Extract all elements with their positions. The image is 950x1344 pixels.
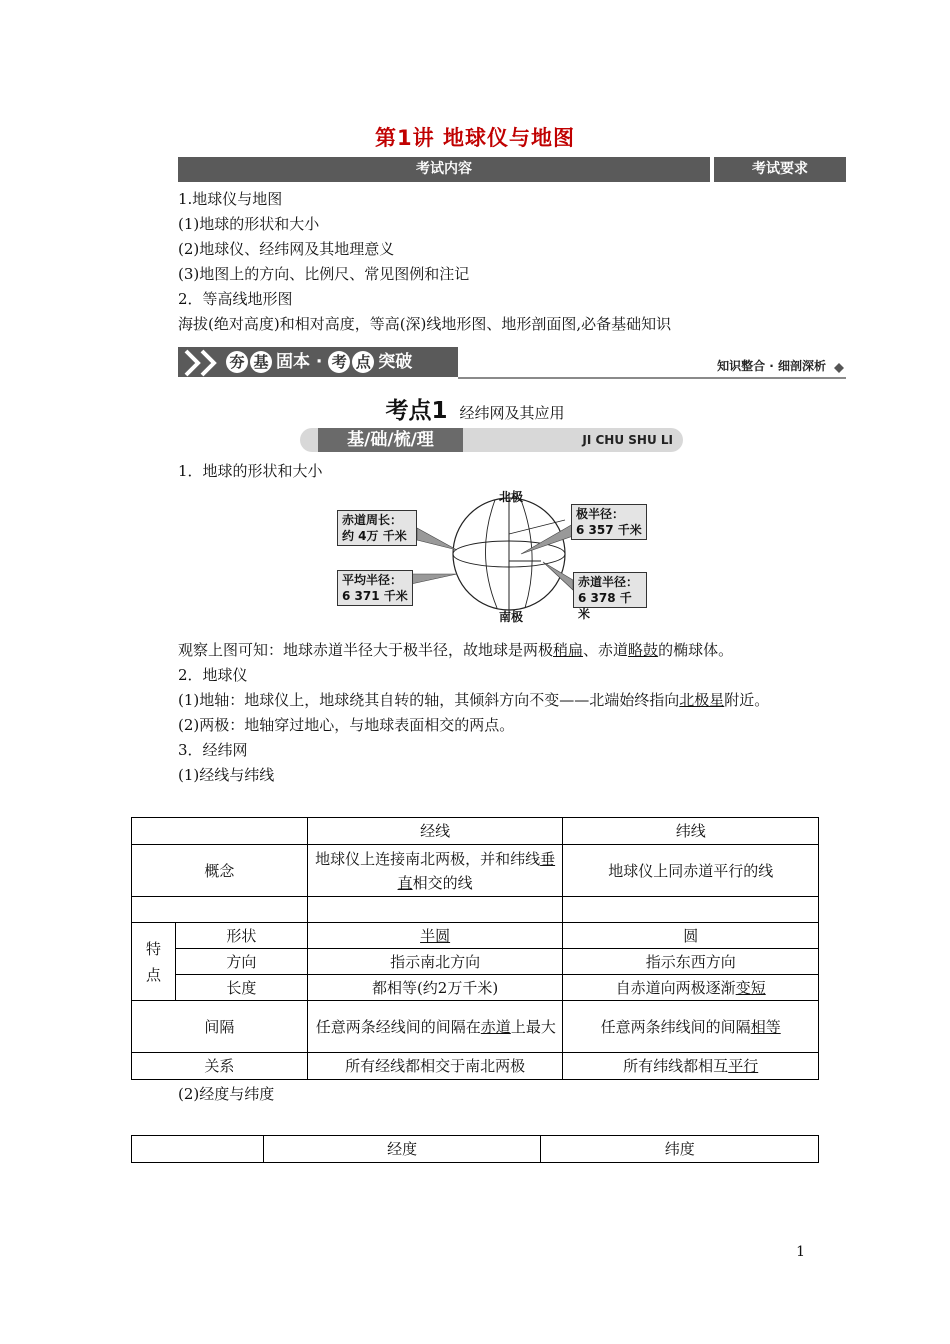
table-cell: 关系 bbox=[132, 1053, 308, 1080]
label-line: 6 378 千米 bbox=[578, 591, 632, 621]
underlined-answer: 半圆 bbox=[420, 926, 451, 945]
label-line: 6 357 千米 bbox=[576, 523, 642, 537]
sub-banner-title: 基/础/梳/理 bbox=[318, 428, 463, 452]
content-line: 2．等高线地形图 bbox=[178, 290, 293, 308]
banner-circle-char: 基 bbox=[250, 351, 272, 373]
equator-circumference-box bbox=[337, 510, 417, 546]
table-cell: 都相等(约2万千米) bbox=[307, 975, 563, 1001]
table-row bbox=[132, 897, 819, 923]
table-cell bbox=[563, 975, 819, 1001]
banner-title bbox=[226, 347, 412, 377]
text-span: 的椭球体。 bbox=[658, 641, 734, 659]
text-span: 、赤道 bbox=[583, 641, 629, 659]
sub-banner-pinyin: JI CHU SHU LI bbox=[582, 433, 673, 447]
text-span: (1)地轴：地球仪上，地球绕其自转的轴，其倾斜方向不变——北端始终指向 bbox=[178, 691, 680, 709]
table-row bbox=[132, 845, 819, 897]
table-row bbox=[132, 923, 819, 949]
table-cell: 特点 bbox=[132, 923, 176, 1001]
underlined-answer: 北极星 bbox=[679, 691, 725, 709]
table-cell: 间隔 bbox=[132, 1001, 308, 1053]
table-cell: 指示南北方向 bbox=[307, 949, 563, 975]
section-heading: 1．地球的形状和大小 bbox=[178, 462, 323, 480]
banner-text-1: 固本 · bbox=[276, 352, 329, 372]
banner-circle-char: 夯 bbox=[226, 351, 248, 373]
text-span: 地球仪上连接南北两极，并和纬线 bbox=[315, 849, 541, 868]
kaodian-heading bbox=[0, 392, 950, 425]
mean-radius-box bbox=[337, 570, 413, 606]
underlined-answer: 相等 bbox=[750, 1017, 781, 1036]
table-row bbox=[132, 949, 819, 975]
kaodian-number: 考点1 bbox=[385, 398, 448, 424]
text-span: 相交的线 bbox=[412, 873, 473, 892]
table-cell: 概念 bbox=[132, 845, 308, 897]
banner-circle-char: 考 bbox=[328, 351, 350, 373]
table-header-cell: 纬度 bbox=[541, 1136, 819, 1163]
label-line: 6 371 千米 bbox=[342, 589, 408, 603]
content-line: (1)地球的形状和大小 bbox=[178, 215, 320, 233]
table-cell bbox=[307, 923, 563, 949]
label-line: 赤道半径： bbox=[578, 575, 639, 589]
north-pole-label: 北极 bbox=[499, 490, 524, 504]
content-line: 1.地球仪与地图 bbox=[178, 190, 283, 208]
header-content: 考试内容 bbox=[178, 157, 710, 182]
table-cell: 长度 bbox=[175, 975, 307, 1001]
table-row bbox=[132, 1001, 819, 1053]
text-span: 任意两条纬线间的间隔 bbox=[600, 1017, 751, 1036]
text-span: 任意两条经线间的间隔在 bbox=[315, 1017, 481, 1036]
polar-radius-box bbox=[571, 504, 647, 540]
earth-diagram bbox=[335, 488, 651, 624]
underlined-answer: 略鼓 bbox=[628, 641, 659, 659]
banner-circle-char: 点 bbox=[352, 351, 374, 373]
underlined-answer: 稍扁 bbox=[553, 641, 584, 659]
text-span: 所有纬线都相互 bbox=[623, 1057, 729, 1075]
table-cell bbox=[563, 1001, 819, 1053]
label-line: 平均半径： bbox=[342, 573, 403, 587]
underlined-answer: 平行 bbox=[728, 1057, 759, 1075]
banner-rule bbox=[458, 377, 846, 379]
table-header-cell: 经线 bbox=[307, 818, 563, 845]
subsection-heading: (2)经度与纬度 bbox=[178, 1085, 275, 1103]
section-banner bbox=[178, 345, 846, 381]
underlined-answer: 垂直 bbox=[397, 849, 556, 892]
table-cell bbox=[132, 1136, 264, 1163]
table-row bbox=[132, 1136, 819, 1163]
text-span: 自赤道向两极逐渐 bbox=[615, 978, 736, 997]
table-row bbox=[132, 1053, 819, 1080]
subsection-heading: (1)经线与纬线 bbox=[178, 766, 275, 784]
table-header-cell: 经度 bbox=[263, 1136, 541, 1163]
section-heading: 3．经纬网 bbox=[178, 741, 248, 759]
page-number: 1 bbox=[796, 1244, 805, 1260]
section-heading: 2．地球仪 bbox=[178, 666, 248, 684]
sub-banner bbox=[300, 428, 683, 452]
table-cell bbox=[307, 1001, 563, 1053]
diamond-icon bbox=[834, 363, 844, 373]
earth-axis-line bbox=[178, 688, 769, 713]
poles-line: (2)两极：地轴穿过地心，与地球表面相交的两点。 bbox=[178, 716, 515, 734]
table-cell bbox=[563, 1053, 819, 1080]
banner-text-2: 突破 bbox=[378, 352, 413, 372]
table-cell bbox=[307, 845, 563, 897]
table-header-cell: 纬线 bbox=[563, 818, 819, 845]
table-cell: 所有经线都相交于南北两极 bbox=[307, 1053, 563, 1080]
underlined-answer: 变短 bbox=[735, 978, 766, 997]
banner-subtitle: 知识整合 · 细剖深析 bbox=[717, 359, 826, 373]
table-cell: 地球仪上同赤道平行的线 bbox=[563, 845, 819, 897]
table-cell bbox=[563, 897, 819, 923]
table-row bbox=[132, 818, 819, 845]
label-line: 约 4万 千米 bbox=[342, 529, 407, 543]
double-chevron-icon bbox=[182, 349, 226, 377]
kaodian-topic: 经纬网及其应用 bbox=[459, 404, 565, 422]
text-span: 上最大 bbox=[510, 1017, 556, 1036]
equatorial-radius-box bbox=[573, 572, 647, 621]
label-line: 赤道周长： bbox=[342, 513, 403, 527]
exam-contents bbox=[178, 187, 671, 337]
table-cell bbox=[307, 897, 563, 923]
table-row bbox=[132, 975, 819, 1001]
observation-line bbox=[178, 638, 733, 663]
header-requirement: 考试要求 bbox=[714, 157, 846, 182]
south-pole-label: 南极 bbox=[499, 610, 524, 624]
table-cell bbox=[132, 897, 308, 923]
underlined-answer: 赤道 bbox=[480, 1017, 511, 1036]
table-cell: 方向 bbox=[175, 949, 307, 975]
content-line: 海拔(绝对高度)和相对高度，等高(深)线地形图、地形剖面图,必备基础知识 bbox=[178, 315, 672, 333]
table-cell: 圆 bbox=[563, 923, 819, 949]
label-line: 极半径： bbox=[576, 507, 625, 521]
content-line: (2)地球仪、经纬网及其地理意义 bbox=[178, 240, 395, 258]
table-cell bbox=[132, 818, 308, 845]
table-cell: 形状 bbox=[175, 923, 307, 949]
text-span: 观察上图可知：地球赤道半径大于极半径，故地球是两极 bbox=[178, 641, 554, 659]
meridian-parallel-table bbox=[131, 817, 819, 1080]
page-title: 第1讲 地球仪与地图 bbox=[375, 126, 575, 150]
text-span: 附近。 bbox=[724, 691, 770, 709]
table-cell: 指示东西方向 bbox=[563, 949, 819, 975]
content-line: (3)地图上的方向、比例尺、常见图例和注记 bbox=[178, 265, 470, 283]
longitude-latitude-table bbox=[131, 1135, 819, 1163]
